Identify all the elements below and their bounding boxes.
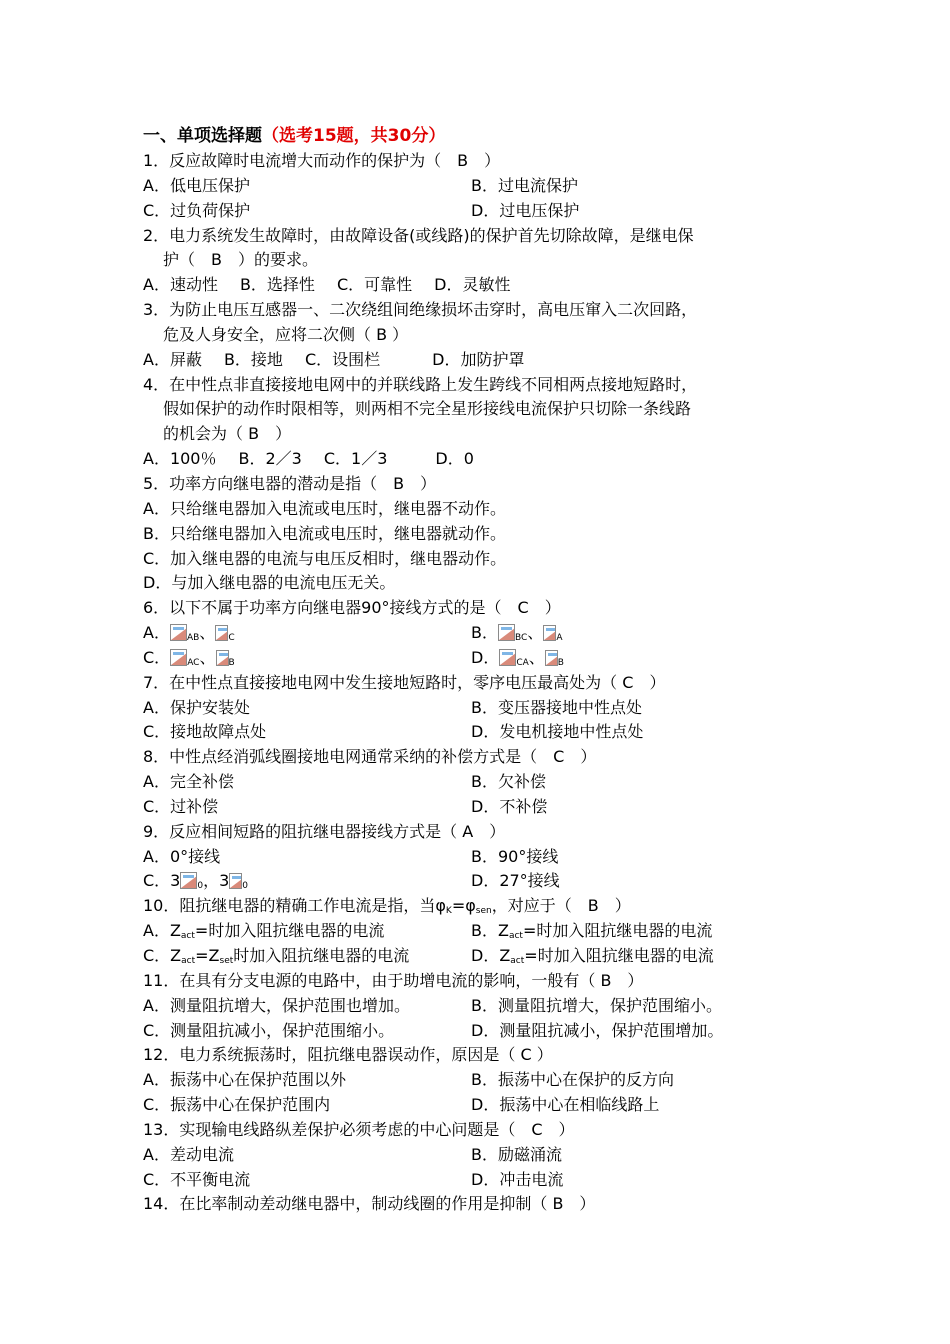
section-heading bbox=[143, 124, 823, 149]
option-c-subscript-2: B bbox=[228, 657, 235, 668]
broken-image-icon bbox=[215, 625, 228, 641]
option-d: D．发电机接地中性点处 bbox=[471, 722, 644, 742]
option-b-subscript-1: BC bbox=[514, 633, 528, 644]
option-a: A．保护安装处 bbox=[143, 697, 250, 717]
broken-image-icon bbox=[543, 625, 556, 641]
question-3-stem-cont: 危及人身安全，应将二次侧（ B ） bbox=[163, 324, 409, 344]
option-b: B．过电流保护 bbox=[471, 175, 578, 195]
option-a-subscript-1: AB bbox=[186, 633, 200, 644]
option-d: D．加防护罩 bbox=[432, 349, 525, 369]
option-b-prefix: B．Z bbox=[471, 921, 509, 941]
broken-image-icon bbox=[498, 624, 515, 641]
option-d-text: =时加入阻抗继电器的电流 bbox=[524, 946, 714, 965]
option-c-subscript-1: act bbox=[181, 956, 196, 966]
option-c-prefix: C． bbox=[143, 647, 171, 667]
question-6-options-row-2 bbox=[143, 646, 823, 671]
option-c-subscript-2: set bbox=[219, 956, 234, 966]
broken-image-icon bbox=[499, 649, 516, 666]
question-7-stem: 7．在中性点直接接地电网中发生接地短路时，零序电压最高处为（ C ） bbox=[143, 672, 666, 692]
question-1-options-row-1 bbox=[143, 174, 823, 199]
question-10-stem-end: ，对应于（ B ） bbox=[491, 896, 631, 916]
option-d: D．测量阻抗减小，保护范围增加。 bbox=[471, 1020, 724, 1040]
question-9-stem: 9．反应相间短路的阻抗继电器接线方式是（ A ） bbox=[143, 821, 506, 841]
question-13-stem: 13．实现输电线路纵差保护必须考虑的中心问题是（ C ） bbox=[143, 1119, 575, 1139]
question-12-options-row-2 bbox=[143, 1093, 823, 1118]
question-1-stem: 1．反应故障时电流增大而动作的保护为（ B ） bbox=[143, 151, 501, 170]
option-d-subscript-2: B bbox=[557, 657, 564, 668]
question-6-stem: 6．以下不属于功率方向继电器90°接线方式的是（ C ） bbox=[143, 598, 561, 618]
option-a: A．完全补偿 bbox=[143, 772, 234, 792]
option-a: A．0°接线 bbox=[143, 846, 221, 866]
option-d: D．过电压保护 bbox=[471, 200, 580, 220]
question-7-options-row-2 bbox=[143, 720, 823, 745]
question-2-stem-cont: 护（ B ）的要求。 bbox=[163, 250, 318, 270]
option-a: A．差动电流 bbox=[143, 1144, 234, 1164]
option-b-subscript: act bbox=[508, 931, 523, 942]
broken-image-icon bbox=[170, 624, 187, 641]
question-12-stem: 12．电力系统振荡时，阻抗继电器误动作，原因是（ C ） bbox=[143, 1045, 553, 1065]
question-1-options-row-2 bbox=[143, 199, 823, 224]
option-a: A．测量阻抗增大，保护范围也增加。 bbox=[143, 995, 410, 1015]
question-11-options-row-1 bbox=[143, 994, 823, 1019]
option-a-subscript-2: C bbox=[228, 633, 235, 644]
option-b: B．测量阻抗增大，保护范围缩小。 bbox=[471, 995, 722, 1015]
option-c-separator: ，3 bbox=[203, 871, 230, 891]
option-c: C．加入继电器的电流与电压反相时，继电器动作。 bbox=[143, 548, 507, 568]
option-a: A．100％ bbox=[143, 449, 217, 469]
option-c-mid: =Z bbox=[195, 946, 220, 965]
option-c: C．不平衡电流 bbox=[143, 1169, 251, 1189]
option-c: C．接地故障点处 bbox=[143, 722, 267, 742]
option-d: D．不补偿 bbox=[471, 796, 548, 816]
phi-subscript-sen: sen bbox=[475, 906, 492, 917]
option-b: B．变压器接地中性点处 bbox=[471, 697, 642, 717]
section-title: 一、单项选择题 bbox=[143, 126, 262, 146]
option-b: B．2／3 bbox=[238, 449, 302, 469]
option-c: C．振荡中心在保护范围内 bbox=[143, 1095, 331, 1115]
question-10-options-row-2 bbox=[143, 944, 823, 969]
option-c-text: 时加入阻抗继电器的电流 bbox=[233, 946, 410, 965]
option-a: A．只给继电器加入电流或电压时，继电器不动作。 bbox=[143, 498, 506, 518]
option-a: A．振荡中心在保护范围以外 bbox=[143, 1070, 346, 1090]
option-c-prefix: C．Z bbox=[143, 946, 182, 965]
broken-image-icon bbox=[216, 650, 229, 666]
question-4-stem-cont-2: 的机会为（ B ） bbox=[163, 424, 292, 444]
exam-page bbox=[143, 124, 823, 1217]
question-8-options-row-1 bbox=[143, 770, 823, 795]
option-d-separator: 、 bbox=[528, 647, 545, 667]
question-4-options bbox=[143, 447, 823, 472]
option-b: B．接地 bbox=[223, 349, 283, 369]
option-d-subscript: act bbox=[510, 956, 525, 966]
option-a: A．屏蔽 bbox=[143, 349, 202, 369]
phi-subscript-k: K bbox=[445, 906, 452, 917]
option-d-subscript-1: CA bbox=[516, 657, 529, 668]
question-5-stem: 5．功率方向继电器的潜动是指（ B ） bbox=[143, 473, 437, 493]
option-c: C．1／3 bbox=[323, 449, 388, 469]
broken-image-icon bbox=[545, 650, 558, 666]
question-11-options-row-2 bbox=[143, 1019, 823, 1044]
question-4-stem: 4．在中性点非直接接地电网中的并联线路上发生跨线不同相两点接地短路时， bbox=[143, 374, 698, 394]
option-b-prefix: B． bbox=[471, 623, 498, 643]
option-b-separator: 、 bbox=[527, 623, 544, 643]
option-a-subscript: act bbox=[180, 931, 195, 942]
question-9-options-row-1 bbox=[143, 845, 823, 870]
option-b: B．欠补偿 bbox=[471, 772, 546, 792]
option-c-separator: 、 bbox=[199, 647, 216, 667]
question-2-options bbox=[143, 273, 823, 298]
broken-image-icon bbox=[170, 649, 187, 666]
question-10-stem-mid: =φ bbox=[451, 896, 476, 916]
question-9-options-row-2 bbox=[143, 869, 823, 894]
option-d: D．冲击电流 bbox=[471, 1169, 564, 1189]
question-8-options-row-2 bbox=[143, 795, 823, 820]
option-c: C．设围栏 bbox=[304, 349, 381, 369]
option-c-subscript-1: 0 bbox=[197, 881, 204, 892]
question-11-stem: 11．在具有分支电源的电路中，由于助增电流的影响，一般有（ B ） bbox=[143, 970, 644, 990]
option-a-separator: 、 bbox=[199, 623, 216, 643]
question-8-stem: 8．中性点经消弧线圈接地电网通常采纳的补偿方式是（ C ） bbox=[143, 747, 597, 767]
question-10-stem bbox=[143, 894, 823, 919]
section-note: （选考15题，共30分） bbox=[262, 126, 446, 146]
broken-image-icon bbox=[229, 873, 242, 889]
question-10-stem-text: 10．阻抗继电器的精确工作电流是指，当φ bbox=[143, 896, 446, 916]
question-3-stem: 3．为防止电压互感器一、二次绕组间绝缘损坏击穿时，高电压窜入二次回路， bbox=[143, 300, 698, 320]
option-b: B．振荡中心在保护的反方向 bbox=[471, 1070, 674, 1090]
option-b: B．只给继电器加入电流或电压时，继电器就动作。 bbox=[143, 523, 506, 543]
option-a: A．速动性 bbox=[143, 275, 218, 295]
option-c: C．测量阻抗减小，保护范围缩小。 bbox=[143, 1020, 395, 1040]
question-12-options-row-1 bbox=[143, 1068, 823, 1093]
option-c: C．过负荷保护 bbox=[143, 200, 251, 220]
option-c-subscript-1: AC bbox=[187, 657, 200, 668]
question-10-options-row-1 bbox=[143, 919, 823, 944]
option-d-prefix: D． bbox=[471, 647, 500, 667]
option-d: D．灵敏性 bbox=[434, 275, 511, 295]
option-a: A．低电压保护 bbox=[143, 175, 250, 195]
option-d: D．与加入继电器的电流电压无关。 bbox=[143, 573, 396, 593]
option-c-subscript-2: 0 bbox=[242, 881, 249, 892]
option-d: D．振荡中心在相临线路上 bbox=[471, 1095, 660, 1115]
question-13-options-row-2 bbox=[143, 1168, 823, 1193]
option-d: D．27°接线 bbox=[471, 871, 560, 891]
question-4-stem-cont-1: 假如保护的动作时限相等，则两相不完全星形接线电流保护只切除一条线路 bbox=[163, 399, 692, 419]
option-c-prefix: C．3 bbox=[143, 871, 181, 891]
option-b: B．励磁涌流 bbox=[471, 1144, 562, 1164]
option-d: D．0 bbox=[435, 449, 474, 469]
option-a-prefix: A．Z bbox=[143, 921, 181, 941]
question-13-options-row-1 bbox=[143, 1143, 823, 1168]
option-a-text: =时加入阻抗继电器的电流 bbox=[194, 921, 385, 941]
option-c: C．可靠性 bbox=[336, 275, 413, 295]
option-a-prefix: A． bbox=[143, 623, 170, 643]
question-6-options-row-1 bbox=[143, 621, 823, 646]
question-14-stem: 14．在比率制动差动继电器中，制动线圈的作用是抑制（ B ） bbox=[143, 1194, 596, 1214]
broken-image-icon bbox=[180, 872, 197, 889]
option-c: C．过补偿 bbox=[143, 796, 219, 816]
option-b-text: =时加入阻抗继电器的电流 bbox=[522, 921, 713, 941]
option-b: B．90°接线 bbox=[471, 846, 559, 866]
option-b-subscript-2: A bbox=[556, 633, 563, 644]
question-3-options bbox=[143, 348, 823, 373]
question-7-options-row-1 bbox=[143, 696, 823, 721]
option-b: B．选择性 bbox=[239, 275, 315, 295]
option-d-prefix: D．Z bbox=[471, 946, 511, 965]
question-2-stem: 2．电力系统发生故障时，由故障设备(或线路)的保护首先切除故障，是继电保 bbox=[143, 225, 694, 245]
